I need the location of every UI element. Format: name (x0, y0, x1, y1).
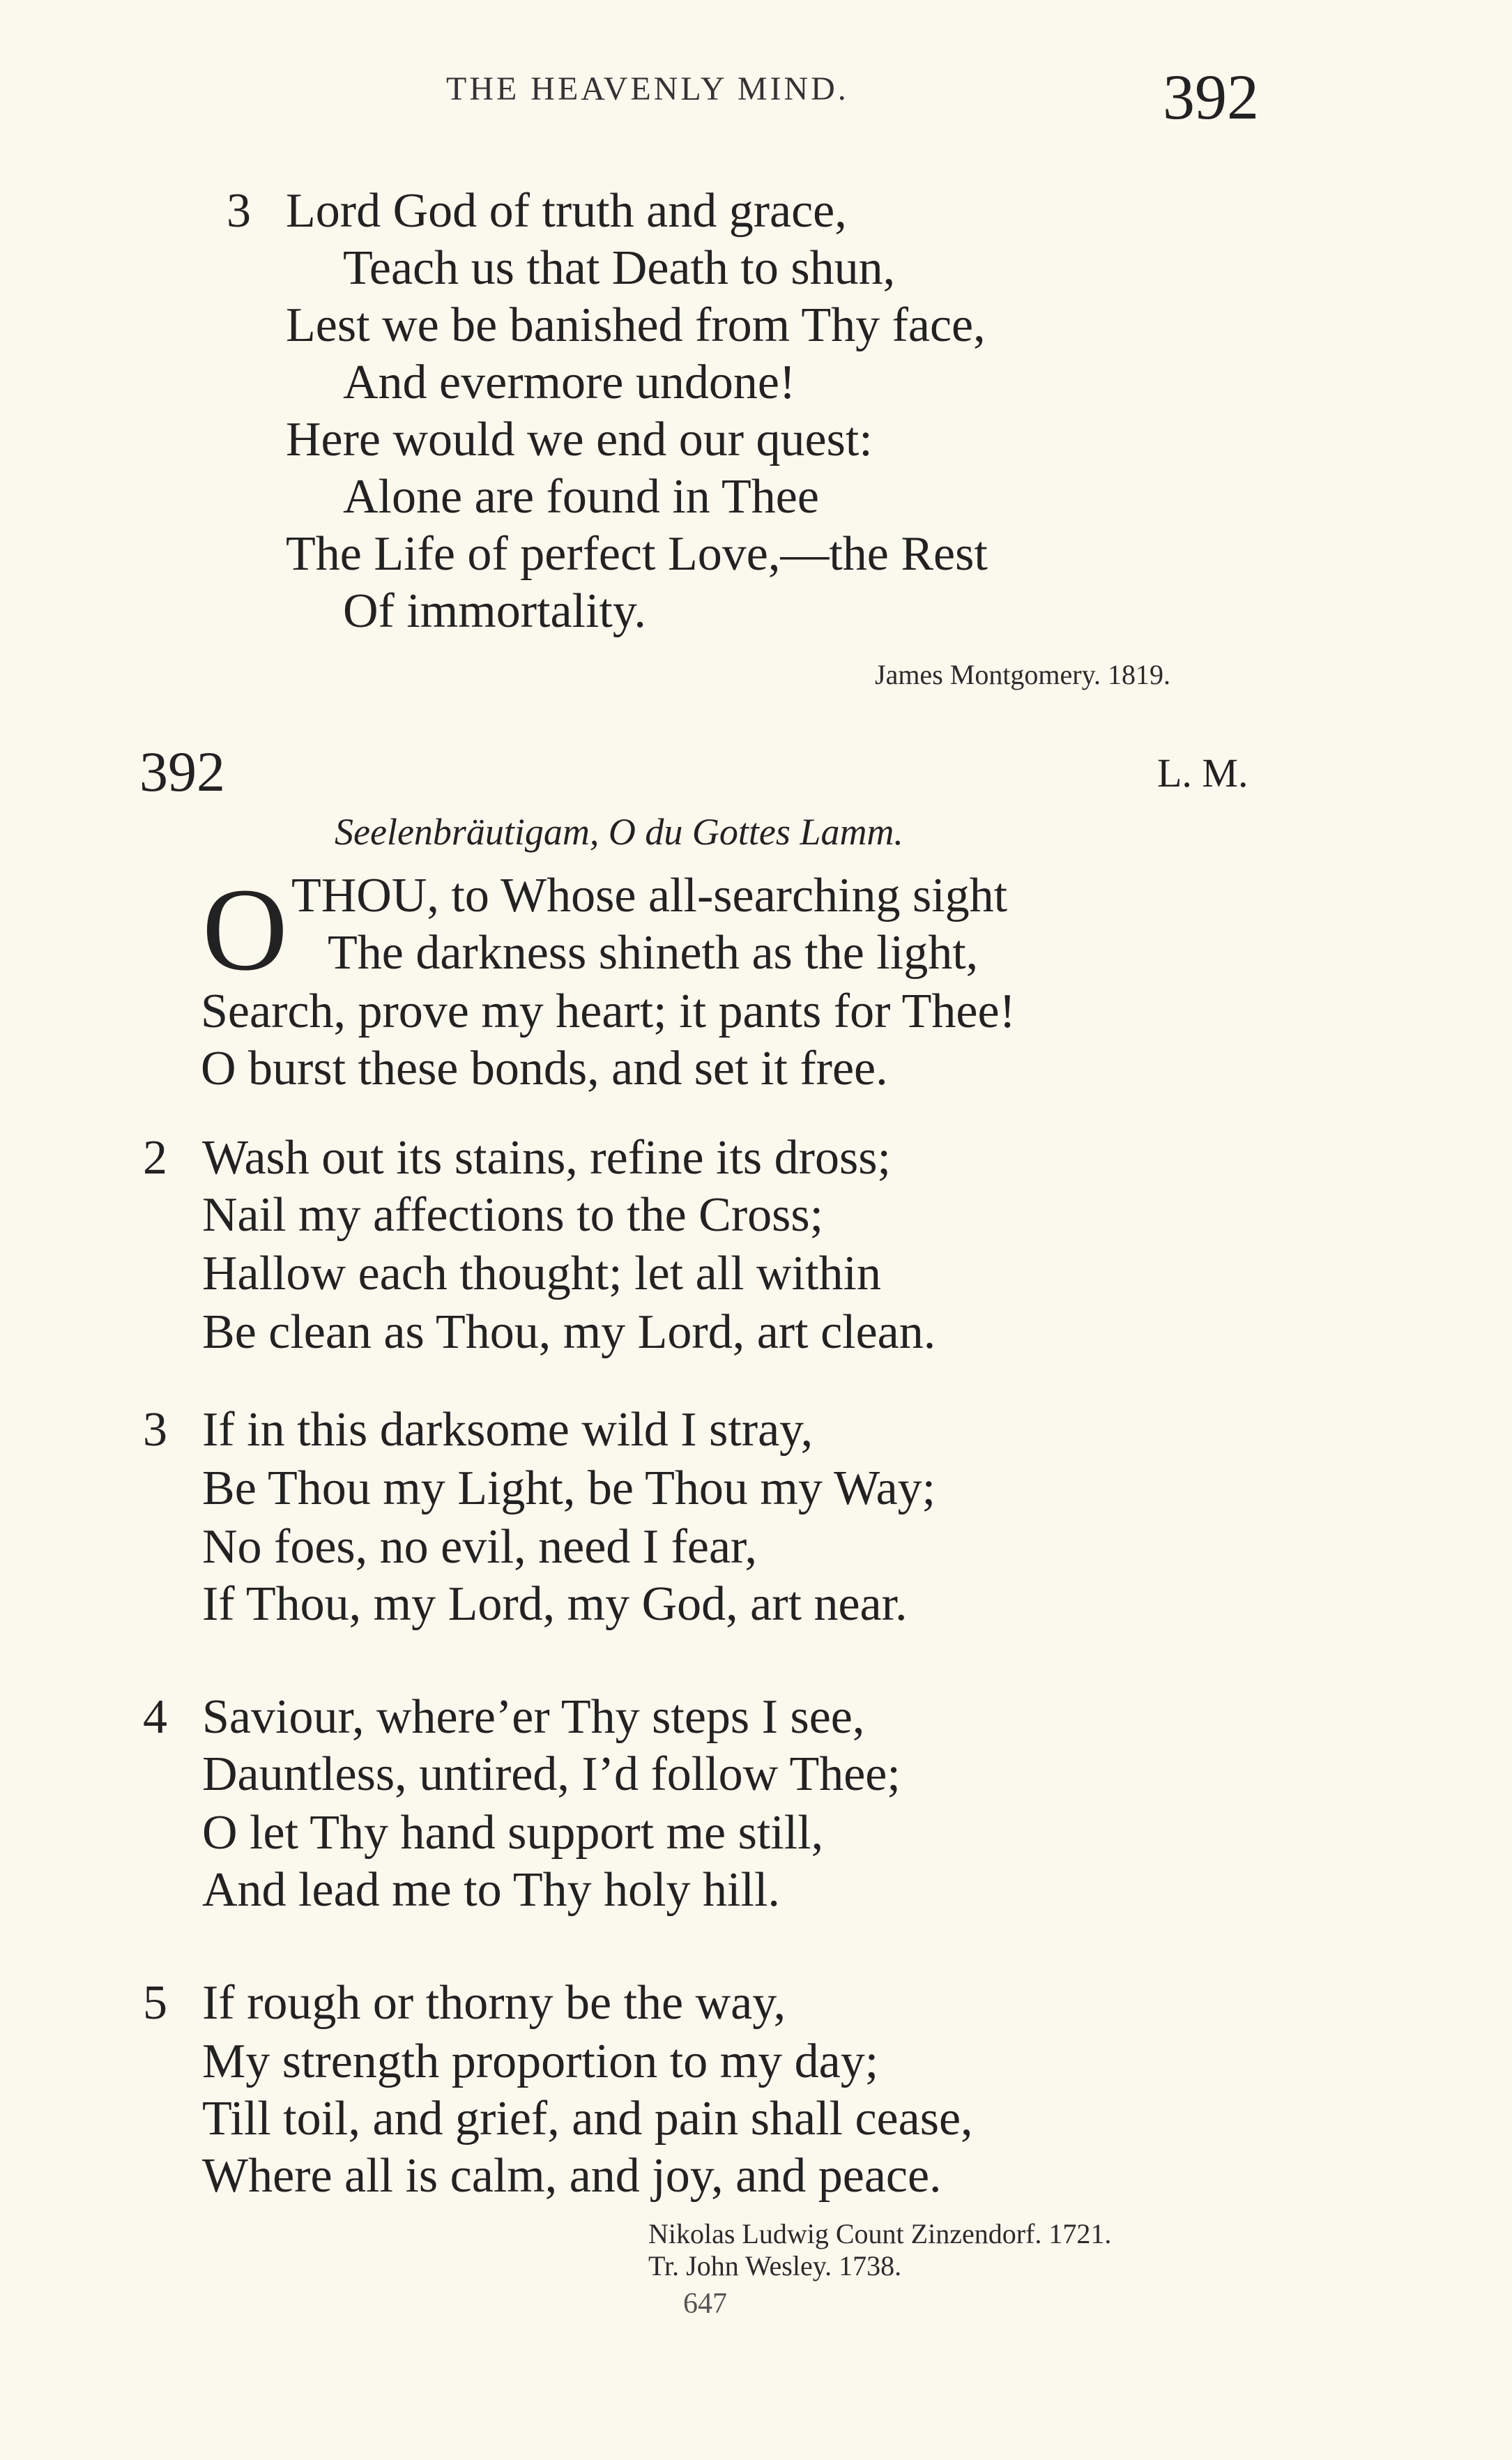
verse-line: Lord God of truth and grace, (286, 184, 847, 238)
verse-line: O let Thy hand support me still, (202, 1806, 824, 1860)
verse-line: Where all is calm, and joy, and peace. (202, 2149, 942, 2203)
verse-line: Nail my affections to the Cross; (202, 1188, 824, 1242)
page-number: 392 (1163, 61, 1259, 132)
verse-line: Of immortality. (343, 584, 646, 638)
verse-line: Wash out its stains, refine its dross; (202, 1131, 891, 1185)
verse-line: Be clean as Thou, my Lord, art clean. (202, 1305, 936, 1359)
verse-line: Hallow each thought; let all within (202, 1247, 881, 1300)
meter: L. M. (1157, 750, 1248, 796)
author-attribution: Nikolas Ludwig Count Zinzendorf. 1721. (648, 2218, 1112, 2249)
verse-line: Here would we end our quest: (286, 413, 873, 466)
verse-line: And lead me to Thy holy hill. (202, 1863, 780, 1917)
running-title: THE HEAVENLY MIND. (446, 70, 849, 107)
hymn-number: 392 (139, 740, 225, 803)
verse-line: If rough or thorny be the way, (202, 1976, 786, 2030)
verse-line: THOU, to Whose all-searching sight (291, 869, 1008, 922)
verse-line: The darkness shineth as the light, (328, 926, 979, 980)
verse-line: Saviour, where’er Thy steps I see, (202, 1690, 865, 1744)
verse-line: If in this darksome wild I stray, (202, 1403, 814, 1457)
stanza-number: 2 (143, 1131, 167, 1185)
stanza-number: 3 (227, 184, 251, 238)
verse-line: Till toil, and grief, and pain shall cease, (202, 2092, 973, 2146)
translator-attribution: Tr. John Wesley. 1738. (648, 2250, 902, 2281)
verse-line: Alone are found in Thee (343, 470, 819, 524)
stanza-number: 3 (143, 1403, 167, 1457)
verse-line: Dauntless, untired, I’d follow Thee; (202, 1747, 901, 1801)
verse-line: Teach us that Death to shun, (343, 241, 896, 295)
verse-line: The Life of perfect Love,—the Rest (286, 527, 988, 581)
verse-line: If Thou, my Lord, my God, art near. (202, 1577, 908, 1631)
verse-line: Search, prove my heart; it pants for Thee! (201, 985, 1016, 1038)
verse-line: Lest we be banished from Thy face, (286, 298, 986, 352)
verse-line: No foes, no evil, need I fear, (202, 1520, 758, 1574)
folio-number: 647 (683, 2288, 727, 2320)
verse-line: And evermore undone! (343, 356, 796, 409)
stanza-number: 4 (143, 1690, 167, 1744)
stanza-number: 5 (143, 1976, 167, 2030)
verse-line: My strength proportion to my day; (202, 2035, 879, 2088)
original-first-line: Seelenbräutigam, O du Gottes Lamm. (335, 811, 903, 853)
verse-line: O burst these bonds, and set it free. (201, 1042, 888, 1095)
verse-line: Be Thou my Light, be Thou my Way; (202, 1461, 936, 1515)
drop-cap: O (202, 864, 288, 995)
attribution: James Montgomery. 1819. (875, 659, 1171, 690)
